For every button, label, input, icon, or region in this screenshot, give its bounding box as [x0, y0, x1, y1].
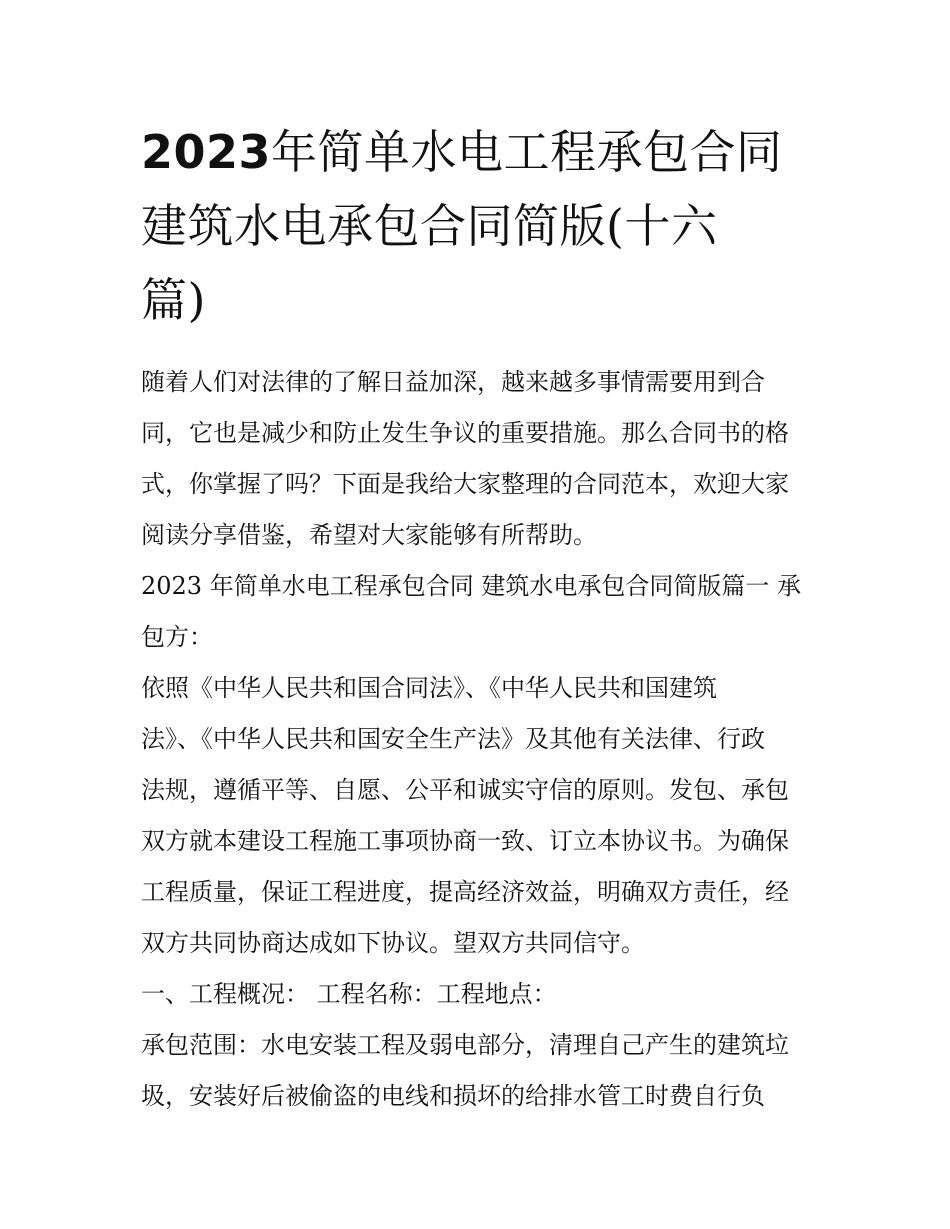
body-line: 法规，遵循平等、自愿、公平和诚实守信的原则。发包、承包	[141, 776, 789, 804]
section-heading-line: 2023 年简单水电工程承包合同 建筑水电承包合同简版篇一 承	[141, 572, 801, 600]
title-year: 2023	[141, 125, 272, 179]
body-line: 双方就本建设工程施工事项协商一致、订立本协议书。为确保	[141, 827, 789, 855]
body-line: 工程质量，保证工程进度，提高经济效益，明确双方责任，经	[141, 878, 789, 906]
title-line-3: 篇)	[141, 273, 206, 327]
body-line: 圾，安装好后被偷盗的电线和损坏的给排水管工时费自行负	[141, 1082, 765, 1110]
body-line: 同，它也是减少和防止发生争议的重要措施。那么合同书的格	[141, 419, 789, 447]
title-line-2: 建筑水电承包合同简版(十六	[141, 199, 718, 253]
title-line-1	[141, 115, 813, 189]
body-line: 一、工程概况： 工程名称：工程地点：	[141, 980, 557, 1008]
body-line: 承包范围：水电安装工程及弱电部分，清理自己产生的建筑垃	[141, 1031, 789, 1059]
body-line: 包方：	[141, 623, 213, 651]
body-line: 依照《中华人民共和国合同法》、《中华人民共和国建筑	[141, 674, 717, 702]
body-line: 随着人们对法律的了解日益加深，越来越多事情需要用到合	[141, 368, 765, 396]
title-line-1-text: 年简单水电工程承包合同	[271, 125, 783, 179]
document-title	[141, 115, 813, 337]
body-line: 式，你掌握了吗？下面是我给大家整理的合同范本，欢迎大家	[141, 470, 789, 498]
body-line: 双方共同协商达成如下协议。望双方共同信守。	[141, 929, 645, 957]
body-line: 法》、《中华人民共和国安全生产法》及其他有关法律、行政	[141, 725, 765, 753]
body-line: 阅读分享借鉴，希望对大家能够有所帮助。	[141, 521, 597, 549]
document-body	[141, 357, 813, 1122]
